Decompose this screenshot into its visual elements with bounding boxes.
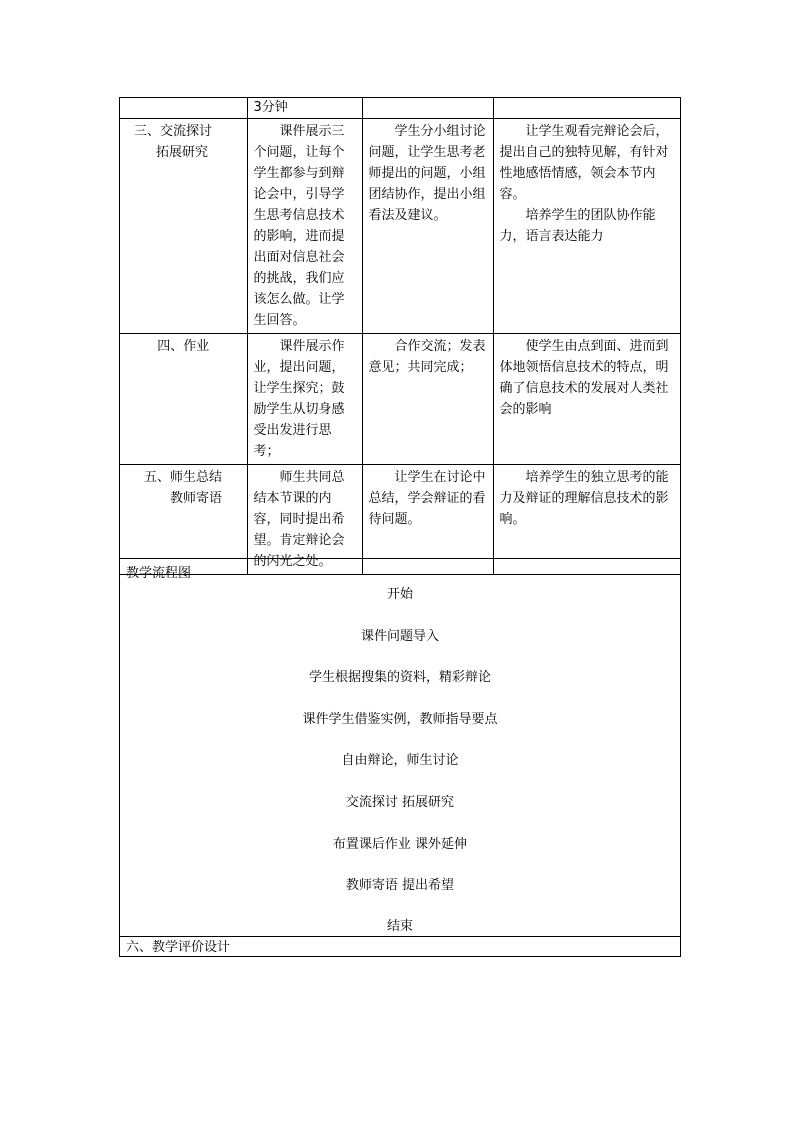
intent-cell [493, 118, 680, 333]
stage-label: 五、师生总结 [144, 469, 223, 485]
stage-cell [120, 98, 247, 118]
flow-step-end: 结束 [386, 919, 413, 934]
flowchart-title: 教学流程图 [126, 566, 192, 581]
flow-step: 教师寄语 提出希望 [345, 878, 455, 893]
evaluation-heading: 六、教学评价设计 [126, 940, 231, 955]
student-cell: 学生分小组讨论问题，让学生思考老师提出的问题，小组团结协作，提出小组看法及建议。 [362, 118, 493, 333]
flow-step: 交流探讨 拓展研究 [345, 795, 455, 810]
table-row [120, 118, 680, 333]
flow-step: 课件问题导入 [360, 629, 439, 644]
teaching-flowchart [120, 558, 680, 937]
intent-cell: 培养学生的独立思考的能力及辩证的理解信息技术的影响。 [493, 464, 680, 574]
table-row [120, 98, 680, 118]
flow-step: 自由辩论，师生讨论 [341, 753, 459, 768]
flow-step: 学生根据搜集的资料，精彩辩论 [308, 670, 491, 685]
lesson-table [120, 98, 680, 575]
intent-text-2: 培养学生的团队协作能力，语言表达能力 [499, 207, 656, 244]
teacher-cell: 师生共同总结本节课的内容，同时提出希望。肯定辩论会的闪光之处。 [247, 464, 362, 574]
stage-sublabel: 拓展研究 [156, 144, 209, 160]
flow-step: 布置课后作业 课外延伸 [332, 837, 468, 852]
intent-cell [493, 98, 680, 118]
flow-step-start: 开始 [386, 587, 413, 602]
stage-label: 四、作业 [157, 338, 210, 354]
stage-cell [120, 333, 247, 464]
student-cell: 合作交流；发表意见；共同完成； [362, 333, 493, 464]
stage-sublabel: 教师寄语 [170, 490, 223, 506]
intent-cell: 使学生由点到面、进而到体地领悟信息技术的特点，明确了信息技术的发展对人类社会的影响 [493, 333, 680, 464]
student-cell: 让学生在讨论中总结，学会辩证的看待问题。 [362, 464, 493, 574]
table-row [120, 333, 680, 464]
stage-cell [120, 118, 247, 333]
student-cell [362, 98, 493, 118]
flow-step: 课件学生借鉴实例，教师指导要点 [302, 712, 498, 727]
lesson-plan-sheet [119, 97, 681, 957]
stage-label: 三、交流探讨 [134, 123, 213, 139]
teacher-cell: 课件展示三个问题，让每个学生都参与到辩论会中，引导学生思考信息技术的影响，进而提出面对信息社会的挑战，我们应该怎么做。让学生回答。 [247, 118, 362, 333]
intent-text: 让学生观看完辩论会后，提出自己的独特见解，有针对性地感悟情感，领会本节内容。 [499, 123, 669, 202]
teacher-cell: 3分钟 [247, 98, 362, 118]
teacher-cell: 课件展示作业，提出问题，让学生探究；鼓励学生从切身感受出发进行思考； [247, 333, 362, 464]
